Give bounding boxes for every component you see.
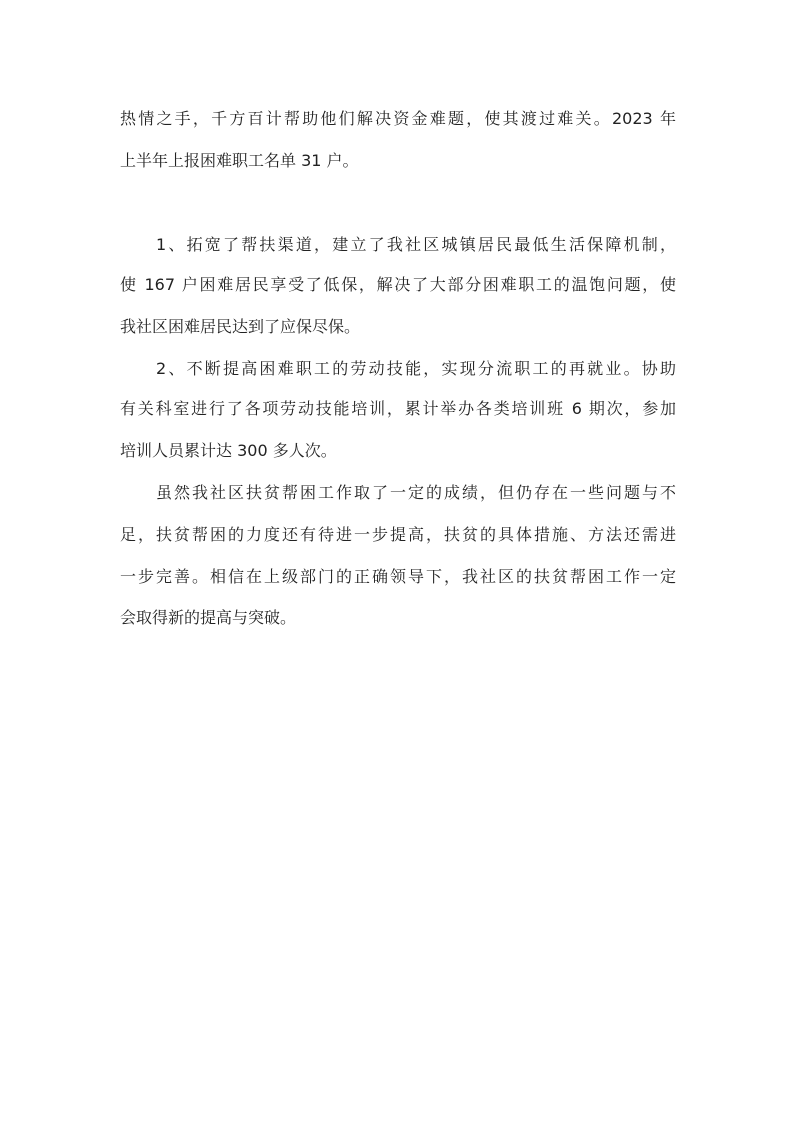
paragraph-1-line-2: 使 167 户困难居民享受了低保，解决了大部分困难职工的温饱问题，使: [120, 275, 676, 294]
paragraph-1-line-3: 我社区困难居民达到了应保尽保。: [120, 317, 361, 336]
paragraph-2-line-2: 有关科室进行了各项劳动技能培训，累计举办各类培训班 6 期次，参加: [120, 399, 676, 418]
paragraph-0-line-1: 热情之手，千方百计帮助他们解决资金难题，使其渡过难关。2023 年: [120, 109, 676, 128]
paragraph-2-line-3: 培训人员累计达 300 多人次。: [120, 441, 337, 460]
paragraph-3-line-3: 一步完善。相信在上级部门的正确领导下，我社区的扶贫帮困工作一定: [120, 567, 676, 586]
paragraph-1-line-1: 1、拓宽了帮扶渠道，建立了我社区城镇居民最低生活保障机制，: [156, 235, 676, 254]
paragraph-3-line-1: 虽然我社区扶贫帮困工作取了一定的成绩，但仍存在一些问题与不: [156, 483, 676, 502]
paragraph-3-line-4: 会取得新的提高与突破。: [120, 608, 297, 627]
paragraph-0-line-2: 上半年上报困难职工名单 31 户。: [120, 151, 359, 170]
paragraph-3-line-2: 足，扶贫帮困的力度还有待进一步提高，扶贫的具体措施、方法还需进: [120, 525, 676, 544]
paragraph-2-line-1: 2、不断提高困难职工的劳动技能，实现分流职工的再就业。协助: [156, 359, 676, 378]
